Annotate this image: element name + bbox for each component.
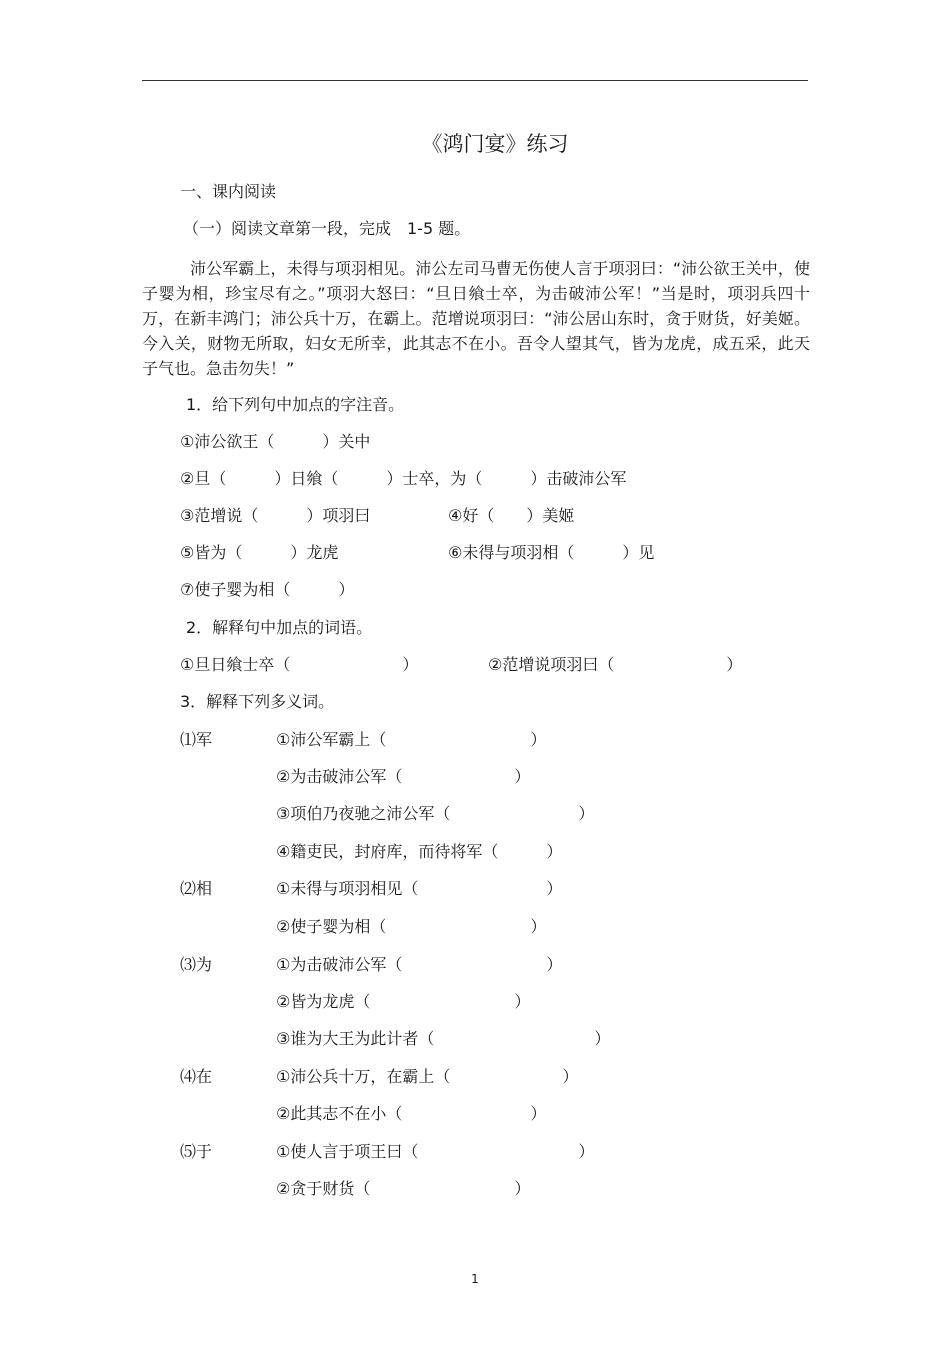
q3-group-label: ⑸于 [180, 1142, 213, 1161]
page-number: 1 [471, 1272, 479, 1286]
q3-item: ①沛公军霸上（ ） [276, 730, 547, 749]
subsection-heading: （一）阅读文章第一段，完成 1-5 题。 [183, 219, 471, 238]
question-3-title: 3．解释下列多义词。 [180, 692, 335, 711]
q1-item: ⑥未得与项羽相（ ）见 [448, 543, 655, 562]
q3-group-label: ⑴军 [180, 730, 213, 749]
q3-item: ①未得与项羽相见（ ） [276, 879, 563, 898]
q1-item: ④好（ ）美姬 [448, 506, 575, 525]
q3-item: ②贪于财货（ ） [276, 1179, 531, 1198]
q2-item: ①旦日飨士卒（ ） [180, 655, 419, 674]
header-rule [142, 80, 808, 81]
q3-group-label: ⑶为 [180, 955, 213, 974]
q3-item: ①使人言于项王曰（ ） [276, 1142, 595, 1161]
section-heading: 一、课内阅读 [180, 182, 277, 201]
q1-item: ⑤皆为（ ）龙虎 [180, 543, 339, 562]
q3-item: ②使子婴为相（ ） [276, 917, 547, 936]
question-2-title: 2．解释句中加点的词语。 [186, 618, 373, 637]
q3-item: ④籍吏民，封府库，而待将军（ ） [276, 842, 563, 861]
q3-item: ②为击破沛公军（ ） [276, 767, 531, 786]
q3-item: ②此其志不在小（ ） [276, 1104, 547, 1123]
q1-item: ⑦使子婴为相（ ） [180, 580, 355, 599]
q3-group-label: ⑵相 [180, 879, 213, 898]
q3-item: ②皆为龙虎（ ） [276, 992, 531, 1011]
q1-item: ③范增说（ ）项羽曰 [180, 506, 371, 525]
q1-item: ②旦（ ）日飨（ ）士卒，为（ ）击破沛公军 [180, 469, 627, 488]
reading-passage: 沛公军霸上，未得与项羽相见。沛公左司马曹无伤使人言于项羽曰：“沛公欲王关中，使子婴为相，珍宝尽有之。”项羽大怒曰：“旦日飨士卒，为击破沛公军！”当是时，项羽兵四十万，在新丰鸿门；沛公兵十万，在霸上。范增说项羽曰：“沛公居山东时，贪于财货，好美姬。今入关，财物无所取，妇女无所幸，此其志不在小。吾令人望其气，皆为龙虎，成五采，此天子气也。急击勿失！” [142, 259, 810, 378]
question-1-title: 1．给下列句中加点的字注音。 [186, 395, 405, 414]
page-title: 《鸿门宴》练习 [421, 132, 569, 156]
q3-item: ①沛公兵十万，在霸上（ ） [276, 1067, 579, 1086]
q3-group-label: ⑷在 [180, 1067, 213, 1086]
q3-item: ①为击破沛公军（ ） [276, 955, 563, 974]
q1-item: ①沛公欲王（ ）关中 [180, 432, 371, 451]
q3-item: ③谁为大王为此计者（ ） [276, 1029, 611, 1048]
q3-item: ③项伯乃夜驰之沛公军（ ） [276, 804, 595, 823]
q2-item: ②范增说项羽曰（ ） [488, 655, 743, 674]
